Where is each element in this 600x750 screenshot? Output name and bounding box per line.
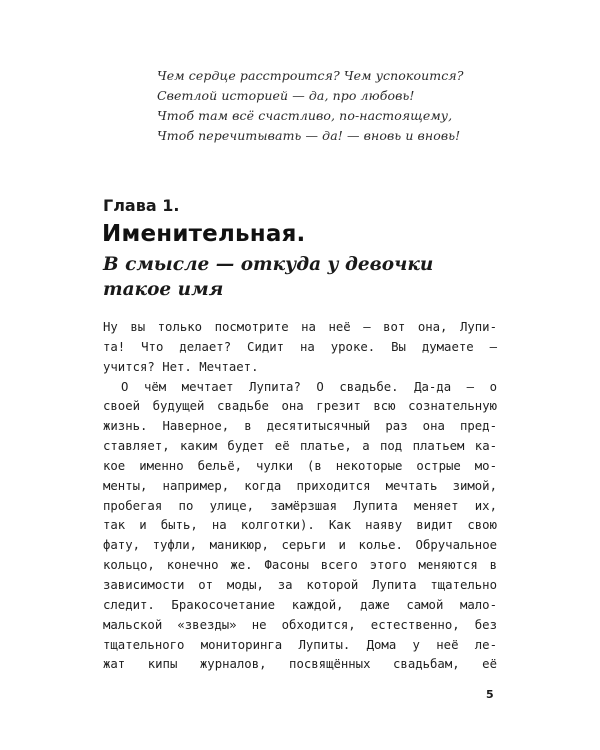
body-line: та! Что делает? Сидит на уроке. Вы думаете — — [103, 339, 497, 354]
chapter-label: Глава 1. — [103, 196, 180, 215]
body-line: фату, туфли, маникюр, серьги и колье. Обручальное — [103, 538, 497, 553]
body-line: зависимости от моды, за которой Лупита тщательно — [103, 577, 497, 592]
body-line: своей будущей свадьбе она грезит всю сознательную — [103, 399, 497, 414]
epigraph-line: Чтоб перечитывать — да! — вновь и вновь! — [157, 128, 461, 143]
body-line: Ну вы только посмотрите на неё — вот она, Лупи- — [103, 320, 497, 334]
body-line: кое именно бельё, чулки (в некоторые острые мо- — [103, 458, 497, 473]
epigraph-line: Чтоб там всё счастливо, по-настоящему, — [157, 108, 453, 123]
epigraph-line: Чем сердце расстроится? Чем успокоится? — [157, 68, 464, 83]
body-text — [103, 318, 497, 675]
body-line: учится? Нет. Мечтает. — [103, 359, 259, 374]
body-line: ставляет, каким будет её платье, а под платьем ка- — [103, 439, 497, 454]
epigraph-line: Светлой историей — да, про любовь! — [157, 88, 415, 103]
body-line: мальской «звезды» не обходится, естественно, без — [103, 617, 497, 632]
body-line: жат кипы журналов, посвящённых свадьбам, её — [103, 657, 497, 672]
page-number: 5 — [486, 688, 494, 701]
body-line: следит. Бракосочетание каждой, даже самой мало- — [103, 597, 497, 612]
body-line: жизнь. Наверное, в десятитысячный раз она пред- — [103, 419, 497, 434]
body-line: тщательного мониторинга Лупиты. Дома у неё ле- — [103, 637, 497, 652]
body-line: менты, например, когда приходится мечтать зимой, — [103, 478, 497, 493]
body-line: О чём мечтает Лупита? О свадьбе. Да-да — о — [121, 379, 497, 394]
chapter-subtitle-line: В смысле — откуда у девочки — [103, 254, 434, 275]
chapter-subtitle — [103, 252, 483, 302]
body-line: так и быть, на колготки). Как наяву видит свою — [103, 518, 497, 533]
chapter-subtitle-line: такое имя — [103, 279, 224, 300]
epigraph — [157, 66, 517, 146]
body-line: кольцо, конечно же. Фасоны всего этого меняются в — [103, 558, 497, 573]
chapter-title: Именительная. — [102, 221, 306, 247]
body-line: пробегая по улице, замёрзшая Лупита меняет их, — [103, 498, 497, 513]
